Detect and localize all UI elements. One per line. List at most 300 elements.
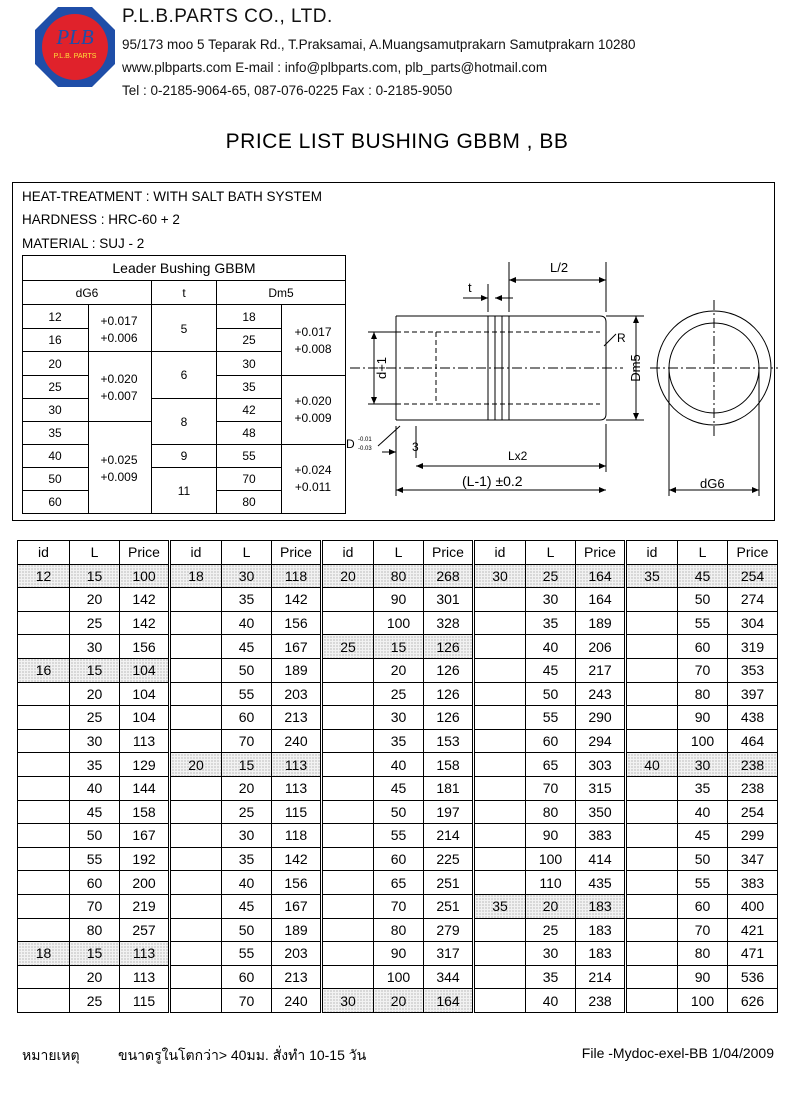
price-table-cell: [474, 824, 526, 848]
price-table-cell: [170, 847, 222, 871]
price-table-cell: 435: [576, 871, 626, 895]
price-table-cell: 12: [18, 564, 70, 588]
price-table-cell: 20: [222, 776, 272, 800]
leader-dm5-tol-lower: +0.008: [294, 342, 332, 356]
price-table-cell: [626, 824, 678, 848]
leader-dg6-value: 40: [48, 449, 62, 463]
leader-dg6-tol-lower: +0.006: [100, 331, 138, 345]
leader-dg6-value: 20: [48, 357, 62, 371]
table-row: [18, 635, 778, 659]
price-table-cell: [170, 776, 222, 800]
price-table-cell: 35: [678, 776, 728, 800]
price-table-header: L: [374, 541, 424, 565]
price-table-cell: 15: [70, 564, 120, 588]
price-table-cell: 213: [272, 706, 322, 730]
table-row: [18, 918, 778, 942]
price-table-cell: 15: [222, 753, 272, 777]
price-table-cell: 214: [576, 965, 626, 989]
company-address: 95/173 moo 5 Teparak Rd., T.Praksamai, A.Muangsamutprakarn Samutprakarn 10280: [122, 37, 636, 52]
price-table-cell: 414: [576, 847, 626, 871]
price-table-cell: [18, 847, 70, 871]
price-table-cell: 299: [728, 824, 778, 848]
price-table-cell: 181: [424, 776, 474, 800]
price-table-cell: 183: [576, 942, 626, 966]
price-table-cell: 25: [222, 800, 272, 824]
leader-dg6-tol-lower: +0.009: [100, 470, 138, 484]
price-table-cell: [322, 776, 374, 800]
price-table-cell: [170, 824, 222, 848]
price-table-cell: 20: [70, 965, 120, 989]
price-table-cell: [474, 729, 526, 753]
price-table-cell: 30: [222, 824, 272, 848]
price-table-cell: 304: [728, 611, 778, 635]
price-table-cell: 35: [626, 564, 678, 588]
price-table-cell: 50: [70, 824, 120, 848]
price-table-cell: [626, 682, 678, 706]
price-table-cell: 383: [576, 824, 626, 848]
table-row: [18, 564, 778, 588]
remark-text: ขนาดรูในโตกว่า> 40มม. สั่งทำ 10-15 วัน: [118, 1047, 367, 1063]
price-table-cell: 113: [120, 942, 170, 966]
price-table-cell: [18, 824, 70, 848]
price-table-cell: 50: [374, 800, 424, 824]
price-table-header: Price: [576, 541, 626, 565]
price-table-cell: 20: [170, 753, 222, 777]
leader-dg6-tol-upper: +0.025: [100, 453, 138, 467]
price-table-cell: 110: [526, 871, 576, 895]
price-table-cell: [626, 871, 678, 895]
leader-dm5-tol-upper: +0.017: [294, 325, 332, 339]
table-row: [18, 706, 778, 730]
price-table-cell: 45: [222, 635, 272, 659]
price-table-cell: 350: [576, 800, 626, 824]
leader-dg6-value: 60: [48, 495, 62, 509]
price-table-cell: [626, 776, 678, 800]
bushing-drawing: [338, 250, 778, 505]
price-table-cell: 317: [424, 942, 474, 966]
price-table-cell: 60: [374, 847, 424, 871]
price-table-cell: 183: [576, 894, 626, 918]
price-table-cell: [626, 658, 678, 682]
price-table-cell: 65: [526, 753, 576, 777]
leader-dm5-tol-upper: +0.024: [294, 463, 332, 477]
price-table-cell: 115: [120, 989, 170, 1013]
price-table-cell: 142: [272, 588, 322, 612]
price-table-cell: 70: [526, 776, 576, 800]
price-table-cell: [626, 918, 678, 942]
hardness-spec: HARDNESS : HRC-60 + 2: [22, 212, 180, 227]
dim-t: t: [468, 280, 472, 295]
price-table-cell: [18, 800, 70, 824]
price-table-cell: 90: [526, 824, 576, 848]
price-table-cell: [170, 918, 222, 942]
price-table-cell: [18, 706, 70, 730]
price-table-cell: 383: [728, 871, 778, 895]
price-table-cell: [18, 729, 70, 753]
price-table-cell: 126: [424, 706, 474, 730]
price-table-cell: 30: [678, 753, 728, 777]
price-table-cell: 158: [424, 753, 474, 777]
price-table-header: Price: [424, 541, 474, 565]
price-table-cell: 118: [272, 824, 322, 848]
price-table-cell: [626, 588, 678, 612]
price-table-cell: [18, 635, 70, 659]
dim-d: D: [346, 437, 355, 451]
price-table-cell: 70: [70, 894, 120, 918]
price-table-cell: 471: [728, 942, 778, 966]
price-table-cell: 167: [272, 635, 322, 659]
price-table-cell: 80: [678, 682, 728, 706]
price-table-cell: 217: [576, 658, 626, 682]
price-table-cell: [474, 706, 526, 730]
dim-l1: (L-1) ±0.2: [462, 473, 523, 489]
table-row: [18, 942, 778, 966]
price-table-cell: 219: [120, 894, 170, 918]
price-table-header: id: [18, 541, 70, 565]
price-table-cell: 197: [424, 800, 474, 824]
price-table-cell: [474, 682, 526, 706]
leader-t-value: 6: [180, 368, 188, 382]
price-table-cell: 35: [474, 894, 526, 918]
dim-lx2: Lx2: [508, 449, 528, 463]
price-table-cell: 45: [678, 564, 728, 588]
leader-header-t: t: [182, 286, 186, 300]
price-table-cell: 167: [272, 894, 322, 918]
price-table-cell: 100: [678, 729, 728, 753]
leader-dm5-value: 30: [242, 357, 256, 371]
price-table-cell: 55: [678, 611, 728, 635]
price-table-cell: [474, 918, 526, 942]
price-table-cell: 20: [70, 682, 120, 706]
price-table-cell: 438: [728, 706, 778, 730]
price-table-cell: 25: [70, 989, 120, 1013]
price-table-cell: [18, 611, 70, 635]
price-table-header: id: [170, 541, 222, 565]
price-table-cell: [626, 894, 678, 918]
price-table-cell: 70: [374, 894, 424, 918]
leader-header-dg6: dG6: [75, 286, 99, 300]
price-table-cell: 50: [222, 918, 272, 942]
price-table-cell: 90: [374, 588, 424, 612]
price-table-cell: [18, 776, 70, 800]
price-table-cell: 301: [424, 588, 474, 612]
price-table-cell: 55: [374, 824, 424, 848]
price-table-cell: 274: [728, 588, 778, 612]
price-table-cell: 50: [678, 588, 728, 612]
price-table-cell: 55: [678, 871, 728, 895]
price-table-cell: 167: [120, 824, 170, 848]
price-table-cell: 238: [728, 753, 778, 777]
dim-3: 3: [412, 440, 419, 454]
leader-t-value: 9: [180, 449, 188, 463]
price-table-cell: 90: [678, 965, 728, 989]
price-table-cell: [626, 942, 678, 966]
price-table-cell: 15: [70, 942, 120, 966]
price-table-cell: 25: [526, 918, 576, 942]
price-table-cell: [170, 942, 222, 966]
leader-dm5-value: 80: [242, 495, 256, 509]
dim-dg6: dG6: [700, 476, 725, 491]
price-table-cell: 25: [70, 706, 120, 730]
table-row: [18, 682, 778, 706]
price-table-cell: [626, 847, 678, 871]
price-table-cell: 25: [322, 635, 374, 659]
price-table-header: L: [70, 541, 120, 565]
price-table-cell: 290: [576, 706, 626, 730]
price-table-cell: 45: [526, 658, 576, 682]
price-table-cell: 397: [728, 682, 778, 706]
price-table-cell: [322, 918, 374, 942]
price-table-cell: 70: [222, 989, 272, 1013]
price-table-cell: 35: [526, 965, 576, 989]
price-table-cell: 294: [576, 729, 626, 753]
price-table-cell: 238: [576, 989, 626, 1013]
price-table-cell: 40: [222, 611, 272, 635]
price-table-cell: 60: [526, 729, 576, 753]
price-table-cell: 240: [272, 729, 322, 753]
price-table-cell: 225: [424, 847, 474, 871]
price-table-cell: [626, 729, 678, 753]
price-table-cell: 268: [424, 564, 474, 588]
price-table-cell: [474, 658, 526, 682]
price-table-cell: 238: [728, 776, 778, 800]
price-table-cell: 113: [272, 776, 322, 800]
price-table-cell: [170, 658, 222, 682]
leader-bushing-table: [22, 255, 348, 515]
price-table-cell: 183: [576, 918, 626, 942]
price-table-cell: [626, 706, 678, 730]
dim-l2: L/2: [550, 260, 569, 275]
price-table-cell: 60: [678, 894, 728, 918]
price-table-cell: 203: [272, 682, 322, 706]
price-table-cell: 213: [272, 965, 322, 989]
price-table-cell: [170, 965, 222, 989]
price-table-cell: [322, 682, 374, 706]
leader-header-dm5: Dm5: [268, 286, 294, 300]
price-table-cell: 30: [70, 635, 120, 659]
price-table-cell: 16: [18, 658, 70, 682]
price-table-cell: 40: [222, 871, 272, 895]
price-table-cell: 30: [322, 989, 374, 1013]
price-table-header-row: [18, 541, 778, 565]
price-table-cell: 70: [678, 658, 728, 682]
price-table-cell: [474, 942, 526, 966]
price-table-cell: 25: [526, 564, 576, 588]
price-table-cell: [18, 965, 70, 989]
price-table-cell: [18, 682, 70, 706]
price-table-cell: 20: [526, 894, 576, 918]
price-table-cell: 45: [374, 776, 424, 800]
price-table-cell: 189: [272, 658, 322, 682]
price-table-cell: 421: [728, 918, 778, 942]
price-table-header: L: [678, 541, 728, 565]
price-table-cell: 40: [526, 635, 576, 659]
table-row: [18, 847, 778, 871]
price-table-cell: 142: [272, 847, 322, 871]
logo-subtext: P.L.B. PARTS: [53, 53, 97, 60]
price-table-cell: [474, 871, 526, 895]
price-table-cell: [626, 611, 678, 635]
price-table-cell: 243: [576, 682, 626, 706]
leader-dm5-value: 35: [242, 380, 256, 394]
price-table-cell: 189: [272, 918, 322, 942]
price-table-cell: 113: [120, 965, 170, 989]
price-table-cell: 129: [120, 753, 170, 777]
price-table-cell: 100: [526, 847, 576, 871]
price-table-cell: 30: [526, 942, 576, 966]
price-table-cell: [474, 989, 526, 1013]
price-table-cell: 118: [272, 564, 322, 588]
table-row: [18, 729, 778, 753]
price-table-cell: 126: [424, 682, 474, 706]
price-table-cell: 156: [272, 871, 322, 895]
table-row: [18, 588, 778, 612]
price-table-header: id: [322, 541, 374, 565]
price-table-cell: 303: [576, 753, 626, 777]
price-table-cell: [18, 989, 70, 1013]
price-table-cell: [322, 753, 374, 777]
price-table-cell: 35: [222, 588, 272, 612]
price-table-cell: 20: [374, 658, 424, 682]
price-table-cell: [170, 989, 222, 1013]
remark-label: หมายเหตุ: [22, 1047, 80, 1063]
dim-dm5: Dm5: [628, 354, 643, 382]
price-table-cell: 104: [120, 658, 170, 682]
price-table-cell: [474, 776, 526, 800]
page-title: PRICE LIST BUSHING GBBM , BB: [225, 130, 569, 153]
table-row: [18, 871, 778, 895]
price-table-cell: 251: [424, 894, 474, 918]
logo-text: PLB: [56, 25, 94, 49]
price-table-cell: 315: [576, 776, 626, 800]
leader-t-value: 11: [177, 484, 191, 498]
price-table-cell: 164: [576, 564, 626, 588]
price-table-cell: 192: [120, 847, 170, 871]
price-table-cell: 20: [322, 564, 374, 588]
price-table-cell: 50: [678, 847, 728, 871]
price-table-cell: [626, 800, 678, 824]
price-table-cell: [170, 894, 222, 918]
price-table-cell: 100: [678, 989, 728, 1013]
price-table-cell: 40: [374, 753, 424, 777]
leader-dm5-value: 42: [242, 403, 256, 417]
price-table-cell: 153: [424, 729, 474, 753]
file-reference: File -Mydoc-exel-BB 1/04/2009: [581, 1045, 774, 1061]
leader-dm5-tol-lower: +0.009: [294, 411, 332, 425]
price-table-cell: 18: [18, 942, 70, 966]
price-table-cell: [474, 965, 526, 989]
leader-dm5-value: 25: [242, 333, 256, 347]
price-table-cell: 70: [222, 729, 272, 753]
price-table-cell: 344: [424, 965, 474, 989]
price-table-cell: 25: [70, 611, 120, 635]
table-row: [18, 824, 778, 848]
price-table-cell: [474, 611, 526, 635]
price-table-cell: 115: [272, 800, 322, 824]
leader-dm5-value: 70: [242, 472, 256, 486]
price-table-cell: 328: [424, 611, 474, 635]
price-table-cell: 100: [374, 965, 424, 989]
table-row: [18, 658, 778, 682]
price-table-cell: 25: [374, 682, 424, 706]
price-table-cell: 30: [70, 729, 120, 753]
price-table-cell: 40: [626, 753, 678, 777]
price-table-cell: [170, 706, 222, 730]
price-table: [17, 540, 778, 1013]
price-table-cell: 20: [374, 989, 424, 1013]
leader-dm5-value: 18: [242, 310, 256, 324]
price-table-cell: 203: [272, 942, 322, 966]
price-table-cell: 164: [576, 588, 626, 612]
price-table-cell: 353: [728, 658, 778, 682]
price-table-cell: 100: [374, 611, 424, 635]
leader-dg6-tol-upper: +0.020: [100, 372, 138, 386]
price-table-cell: [322, 847, 374, 871]
price-table-cell: [626, 989, 678, 1013]
price-table-cell: 40: [526, 989, 576, 1013]
price-table-cell: [474, 588, 526, 612]
price-table-cell: 142: [120, 588, 170, 612]
dim-d-tol-lower: -0.03: [358, 446, 372, 452]
price-table-cell: 80: [678, 942, 728, 966]
price-table-cell: 40: [678, 800, 728, 824]
price-table-cell: 80: [374, 564, 424, 588]
leader-dm5-value: 55: [242, 449, 256, 463]
price-table-cell: 206: [576, 635, 626, 659]
price-table-cell: 626: [728, 989, 778, 1013]
price-table-cell: 80: [70, 918, 120, 942]
heat-treatment-spec: HEAT-TREATMENT : WITH SALT BATH SYSTEM: [22, 189, 323, 204]
price-table-cell: 104: [120, 682, 170, 706]
price-table-cell: 156: [120, 635, 170, 659]
price-table-header: id: [474, 541, 526, 565]
leader-table-title: Leader Bushing GBBM: [112, 260, 256, 276]
price-table-cell: 347: [728, 847, 778, 871]
price-table-cell: 156: [272, 611, 322, 635]
price-table-cell: [322, 871, 374, 895]
price-table-cell: 50: [222, 658, 272, 682]
table-row: [18, 989, 778, 1013]
company-name: P.L.B.PARTS CO., LTD.: [122, 6, 333, 27]
price-table-cell: [18, 871, 70, 895]
price-table-header: L: [222, 541, 272, 565]
price-table-cell: [170, 871, 222, 895]
price-table-header: Price: [272, 541, 322, 565]
leader-dg6-value: 25: [48, 380, 62, 394]
price-table-cell: [322, 965, 374, 989]
price-table-cell: [170, 800, 222, 824]
price-table-cell: [18, 753, 70, 777]
price-table-cell: 113: [272, 753, 322, 777]
price-table-cell: [170, 635, 222, 659]
price-table-header: Price: [120, 541, 170, 565]
price-table-cell: 144: [120, 776, 170, 800]
price-table-cell: 536: [728, 965, 778, 989]
price-table-cell: 60: [222, 965, 272, 989]
leader-dg6-value: 35: [48, 426, 62, 440]
price-table-cell: 60: [222, 706, 272, 730]
price-table-cell: 15: [374, 635, 424, 659]
price-table-cell: 80: [374, 918, 424, 942]
price-table-cell: [322, 611, 374, 635]
price-table-cell: 18: [170, 564, 222, 588]
leader-dm5-value: 48: [242, 426, 256, 440]
leader-dg6-value: 12: [48, 310, 62, 324]
price-table-cell: [626, 635, 678, 659]
material-spec: MATERIAL : SUJ - 2: [22, 236, 145, 251]
price-table-cell: [474, 753, 526, 777]
price-table-cell: [170, 682, 222, 706]
